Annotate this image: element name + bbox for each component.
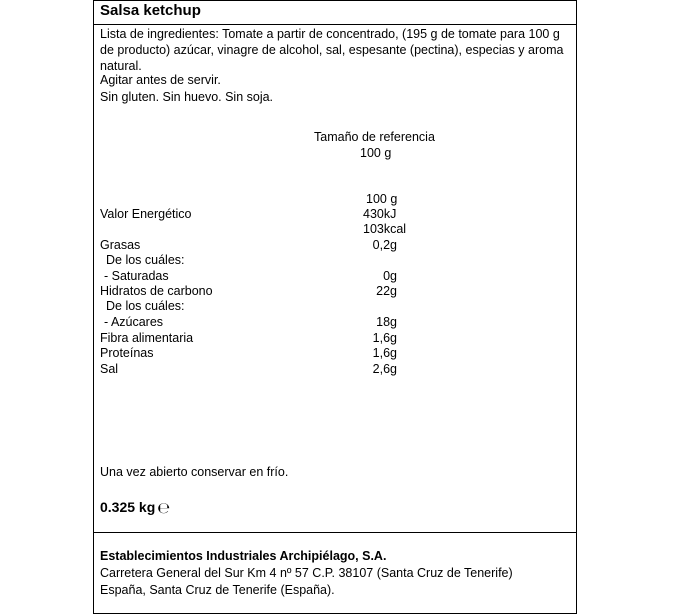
estimated-sign-icon: ℮	[157, 499, 171, 517]
allergen-text: Sin gluten. Sin huevo. Sin soja.	[100, 90, 274, 104]
storage-text: Una vez abierto conservar en frío.	[100, 465, 289, 479]
nutrient-value-protein: 1,6g	[372, 346, 397, 360]
ingredients-list: Lista de ingredientes: Tomate a partir de concentrado, (195 g de tomate para 100 g de producto) azúcar, vinagre de alcohol, sal, espesante (pectina), especias y aroma natural.	[100, 27, 564, 73]
nutrient-label-sugars: - Azúcares	[104, 315, 164, 329]
reference-label: Tamaño de referencia	[314, 130, 435, 144]
company-name: Establecimientos Industriales Archipiélago, S.A.	[100, 549, 387, 563]
nutrient-label-fibre: Fibra alimentaria	[100, 331, 194, 345]
nutrient-value-sugars: 18g	[376, 315, 397, 329]
top-border	[94, 0, 576, 1]
title-divider	[94, 24, 576, 25]
nutrient-value-fat: 0,2g	[372, 238, 397, 252]
nutrient-label-fat: Grasas	[100, 238, 141, 252]
weight-value: 0.325 kg	[100, 499, 156, 515]
energy-kj: 430kJ	[363, 207, 397, 221]
energy-label: Valor Energético	[100, 207, 192, 221]
nutrient-label-protein: Proteínas	[100, 346, 154, 360]
nutrient-label-saturates: - Saturadas	[104, 269, 169, 283]
nutrition-column-header: 100 g	[366, 192, 398, 206]
nutrient-value-saturates: 0g	[383, 269, 397, 283]
product-name: Salsa ketchup	[100, 2, 201, 19]
nutrient-label-carbohydrate: Hidratos de carbono	[100, 284, 213, 298]
nutrient-value-fibre: 1,6g	[372, 331, 397, 345]
nutrient-label-of-which: De los cuáles:	[106, 253, 185, 267]
company-address-line1: Carretera General del Sur Km 4 nº 57 C.P. 38107 (Santa Cruz de Tenerife)	[100, 566, 513, 580]
reference-amount: 100 g	[360, 146, 392, 160]
nutrient-value-salt: 2,6g	[372, 362, 397, 376]
energy-kcal: 103kcal	[363, 222, 407, 236]
weight-divider	[94, 532, 576, 533]
net-weight	[100, 498, 170, 517]
company-address-line2: España, Santa Cruz de Tenerife (España).	[100, 583, 335, 597]
instruction-text: Agitar antes de servir.	[100, 73, 221, 87]
nutrient-label-salt: Sal	[100, 362, 119, 376]
nutrient-value-carbohydrate: 22g	[376, 284, 397, 298]
nutrient-label-of-which: De los cuáles:	[106, 299, 185, 313]
